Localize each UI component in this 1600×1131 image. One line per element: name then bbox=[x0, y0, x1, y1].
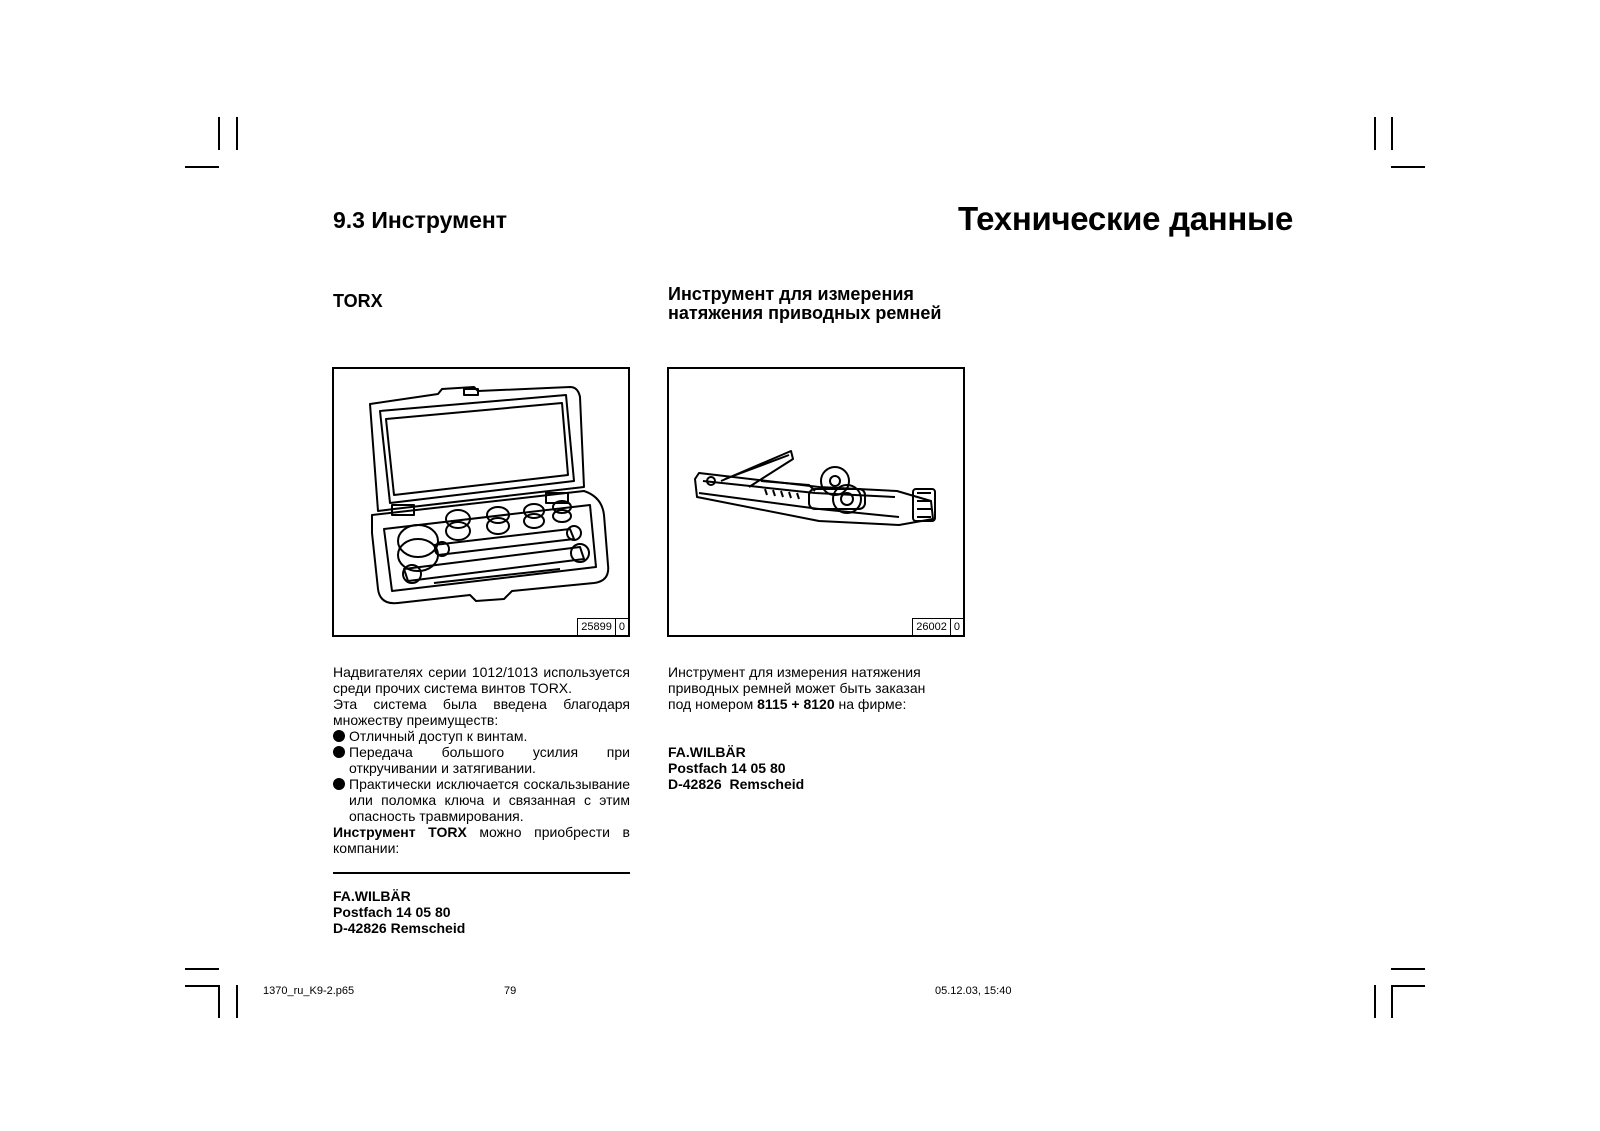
list-item: Отличный доступ к винтам. bbox=[333, 728, 630, 744]
order-number: 8115 + 8120 bbox=[757, 696, 835, 712]
belt-tension-heading-line: натяжения приводных ремней bbox=[668, 303, 942, 323]
address-line: Postfach 14 05 80 bbox=[333, 904, 451, 920]
section-heading: 9.3 Инструмент bbox=[333, 207, 508, 233]
torx-heading: TORX bbox=[333, 291, 383, 311]
belt-tension-text: Инструмент для измерения натяжения приводных ремней может быть заказан под номером bbox=[668, 664, 926, 712]
crop-mark bbox=[1391, 985, 1393, 1018]
address-line: Postfach 14 05 80 bbox=[668, 760, 786, 776]
belt-tension-text-end: на фирме: bbox=[834, 696, 907, 712]
torx-supplier-address bbox=[333, 888, 465, 936]
torx-purchase-bold: Инструмент TORX bbox=[333, 824, 467, 840]
crop-mark bbox=[1391, 968, 1425, 970]
footer-page-number: 79 bbox=[504, 985, 517, 997]
footer-timestamp: 05.12.03, 15:40 bbox=[935, 985, 1012, 997]
belt-tension-heading-line: Инструмент для измерения bbox=[668, 284, 914, 304]
figure-number bbox=[577, 618, 628, 635]
torx-description bbox=[333, 664, 630, 856]
footer-file-name: 1370_ru_K9-2.p65 bbox=[263, 985, 355, 997]
address-line: D-42826 Remscheid bbox=[333, 920, 466, 936]
crop-mark bbox=[185, 985, 219, 987]
figure-number bbox=[912, 618, 963, 635]
crop-mark bbox=[1391, 985, 1425, 987]
address-line: FA.WILBÄR bbox=[668, 744, 746, 760]
belt-tension-description bbox=[668, 664, 948, 712]
crop-mark bbox=[218, 985, 220, 1018]
belt-tension-figure bbox=[667, 367, 965, 637]
torx-intro-2: Эта система была введена благодаря множеству преимуществ: bbox=[333, 696, 630, 728]
crop-mark bbox=[1391, 117, 1393, 150]
divider bbox=[333, 872, 630, 874]
belt-tension-heading bbox=[668, 285, 941, 323]
list-item: Практически исключается соскальзывание или поломка ключа и связанная с этим опасность травмирования. bbox=[333, 776, 630, 824]
torx-purchase-note bbox=[333, 824, 630, 856]
crop-mark bbox=[1391, 166, 1425, 168]
list-item: Передача большого усилия при откручивании и затягивании. bbox=[333, 744, 630, 776]
page-title: Технические данные bbox=[957, 200, 1293, 237]
torx-tool-case-illustration bbox=[334, 369, 630, 637]
crop-mark bbox=[1374, 985, 1376, 1018]
figure-number-suffix: 0 bbox=[615, 619, 628, 635]
belt-tension-gauge-illustration bbox=[669, 369, 965, 637]
figure-number-suffix: 0 bbox=[950, 619, 963, 635]
crop-mark bbox=[236, 985, 238, 1018]
crop-mark bbox=[218, 117, 220, 150]
figure-number-value: 26002 bbox=[916, 621, 947, 633]
figure-number-value: 25899 bbox=[581, 621, 612, 633]
torx-intro: Надвигателях серии 1012/1013 используется среди прочих система винтов TORX. bbox=[333, 664, 630, 696]
crop-mark bbox=[185, 968, 219, 970]
crop-mark bbox=[185, 166, 219, 168]
belt-supplier-address bbox=[668, 744, 804, 792]
address-line: FA.WILBÄR bbox=[333, 888, 411, 904]
torx-purchase-rest: можно приобрести в компании: bbox=[333, 824, 630, 856]
crop-mark bbox=[1374, 117, 1376, 150]
crop-mark bbox=[236, 117, 238, 150]
torx-figure bbox=[332, 367, 630, 637]
advantages-list bbox=[333, 728, 630, 824]
address-line: D-42826 Remscheid bbox=[668, 776, 805, 792]
